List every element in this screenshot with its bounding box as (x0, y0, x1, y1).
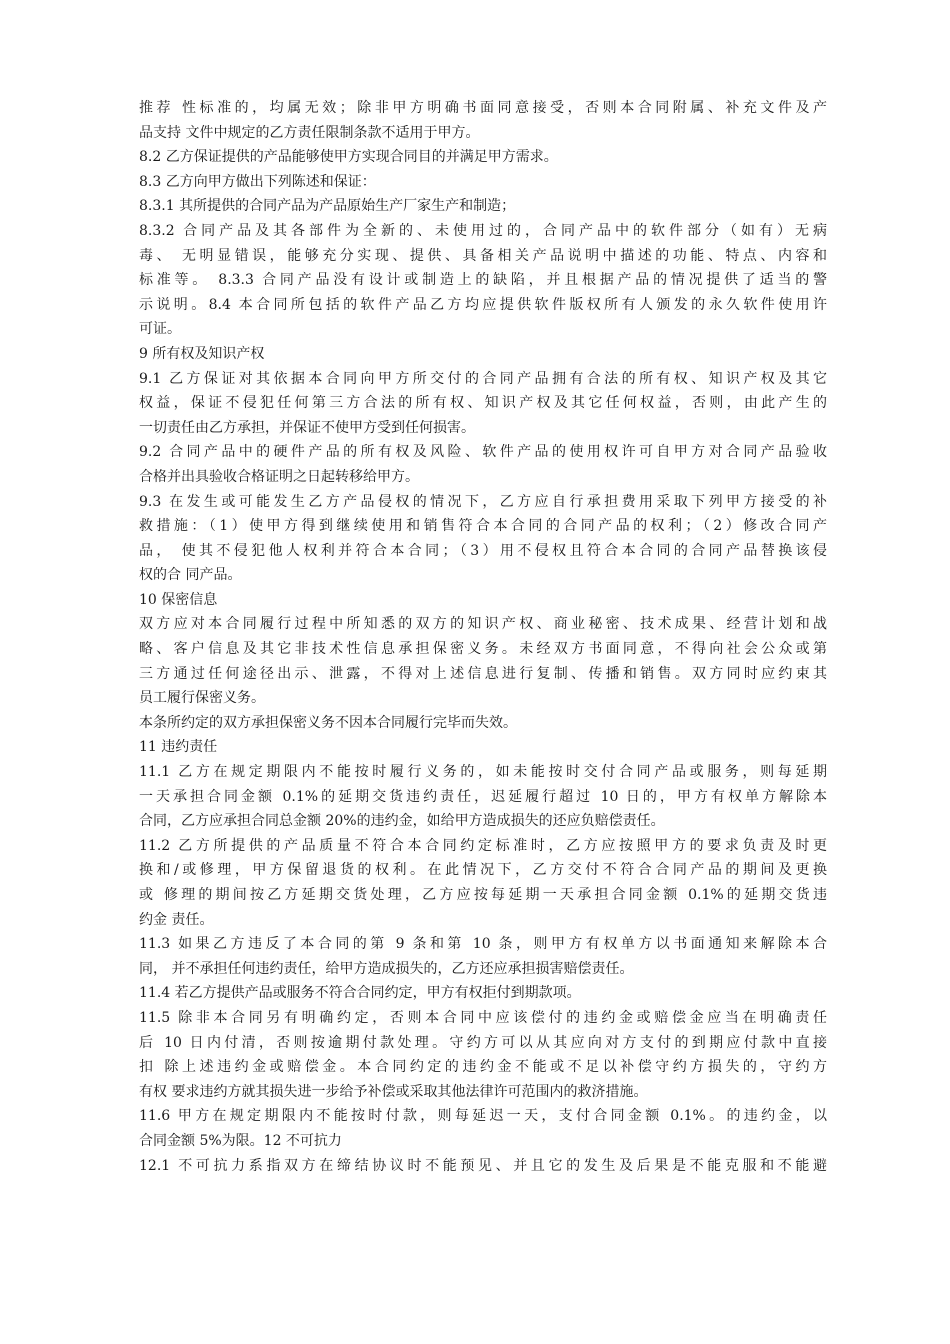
document-page (139, 96, 827, 1178)
text-line: 三方通过任何途径出示、泄露，不得对上述信息进行复制、传播和销售。双方同时应约束其 (139, 665, 827, 682)
text-line: 员工履行保密义务。 (139, 690, 265, 707)
text-line: 一天承担合同金额 0.1%的延期交货违约责任，迟延履行超过 10 日的，甲方有权单方解除本 (139, 788, 827, 805)
text-line: 权益，保证不侵犯任何第三方合法的所有权、知识产权及其它任何权益，否则，由此产生的 (139, 395, 827, 412)
text-line: 8.3.2 合同产品及其各部件为全新的、未使用过的，合同产品中的软件部分（如有）无病 (139, 222, 827, 239)
text-line: 权的合 同产品。 (139, 567, 242, 584)
text-line: 推荐 性标准的，均属无效；除非甲方明确书面同意接受，否则本合同附属、补充文件及产 (139, 100, 827, 116)
text-line: 9.2 合同产品中的硬件产品的所有权及风险、软件产品的使用权许可自甲方对合同产品验收 (139, 444, 827, 461)
text-line: 一切责任由乙方承担，并保证不使甲方受到任何损害。 (139, 419, 475, 436)
text-line: 9.3 在发生或可能发生乙方产品侵权的情况下，乙方应自行承担费用采取下列甲方接受的补 (139, 493, 827, 510)
text-line: 换和/或修理，甲方保留退货的权利。在此情况下，乙方交付不符合合同产品的期间及更换 (139, 862, 827, 879)
text-line: 11.6 甲方在规定期限内不能按时付款，则每延迟一天，支付合同金额 0.1%。的违约金，以 (139, 1108, 827, 1125)
text-line: 11.5 除非本合同另有明确约定，否则本合同中应该偿付的违约金或赔偿金应当在明确责任 (139, 1009, 827, 1026)
text-line: 后 10 日内付清，否则按逾期付款处理。守约方可以从其应向对方支付的到期应付款中直接 (139, 1034, 827, 1051)
text-line: 9.1 乙方保证对其依据本合同向甲方所交付的合同产品拥有合法的所有权、知识产权及其它 (139, 370, 827, 387)
text-line: 本条所约定的双方承担保密义务不因本合同履行完毕而失效。 (139, 714, 517, 731)
text-line: 可证。 (139, 321, 181, 338)
text-line: 救措施：（1）使甲方得到继续使用和销售符合本合同的合同产品的权利；（2）修改合同产 (139, 518, 827, 535)
text-line: 11.2 乙方所提供的产品质量不符合本合同约定标准时，乙方应按照甲方的要求负责及时更 (139, 837, 827, 854)
text-line: 标准等。 8.3.3 合同产品没有设计或制造上的缺陷，并且根据产品的情况提供了适当的警 (139, 272, 827, 289)
text-line: 品支持 文件中规定的乙方责任限制条款不适用于甲方。 (139, 124, 480, 141)
text-line: 11.3 如果乙方违反了本合同的第 9 条和第 10 条，则甲方有权单方以书面通知来解除本合 (139, 936, 827, 953)
text-line: 双方应对本合同履行过程中所知悉的双方的知识产权、商业秘密、技术成果、经营计划和战 (139, 616, 827, 633)
text-line: 11.1 乙方在规定期限内不能按时履行义务的，如未能按时交付合同产品或服务，则每延期 (139, 764, 827, 781)
text-line: 毒、 无明显错误，能够充分实现、提供、具备相关产品说明中描述的功能、特点、内容和 (139, 247, 827, 264)
text-line: 有权 要求违约方就其损失进一步给予补偿或采取其他法律许可范围内的救济措施。 (139, 1083, 648, 1100)
text-line: 11 违约责任 (139, 739, 218, 756)
text-line: 合同金额 5%为限。12 不可抗力 (139, 1132, 342, 1149)
text-line: 合同，乙方应承担合同总金额 20%的违约金，如给甲方造成损失的还应负赔偿责任。 (139, 813, 665, 830)
text-line: 扣 除上述违约金或赔偿金。本合同约定的违约金不能或不足以补偿守约方损失的，守约方 (139, 1059, 827, 1076)
text-line: 11.4 若乙方提供产品或服务不符合合同约定，甲方有权拒付到期款项。 (139, 985, 581, 1002)
text-line: 8.3 乙方向甲方做出下列陈述和保证： (139, 173, 376, 190)
text-line: 8.2 乙方保证提供的产品能够使甲方实现合同目的并满足甲方需求。 (139, 149, 558, 166)
text-line: 略、客户信息及其它非技术性信息承担保密义务。未经双方书面同意，不得向社会公众或第 (139, 641, 827, 658)
text-line: 8.3.1 其所提供的合同产品为产品原始生产厂家生产和制造； (139, 198, 516, 215)
text-line: 合格并出具验收合格证明之日起转移给甲方。 (139, 468, 419, 485)
text-line: 12.1 不可抗力系指双方在缔结协议时不能预见、并且它的发生及后果是不能克服和不能避 (139, 1157, 827, 1174)
text-line: 同， 并不承担任何违约责任，给甲方造成损失的，乙方还应承担损害赔偿责任。 (139, 960, 634, 977)
text-line: 9 所有权及知识产权 (139, 345, 265, 362)
text-line: 约金 责任。 (139, 911, 214, 928)
text-line: 示说明。8.4 本合同所包括的软件产品乙方均应提供软件版权所有人颁发的永久软件使用许 (139, 296, 827, 313)
text-line: 品， 使其不侵犯他人权利并符合本合同；（3）用不侵权且符合本合同的合同产品替换该侵 (139, 542, 827, 559)
text-line: 或 修理的期间按乙方延期交货处理，乙方应按每延期一天承担合同金额 0.1%的延期交货违 (139, 887, 827, 903)
text-line: 10 保密信息 (139, 591, 218, 608)
